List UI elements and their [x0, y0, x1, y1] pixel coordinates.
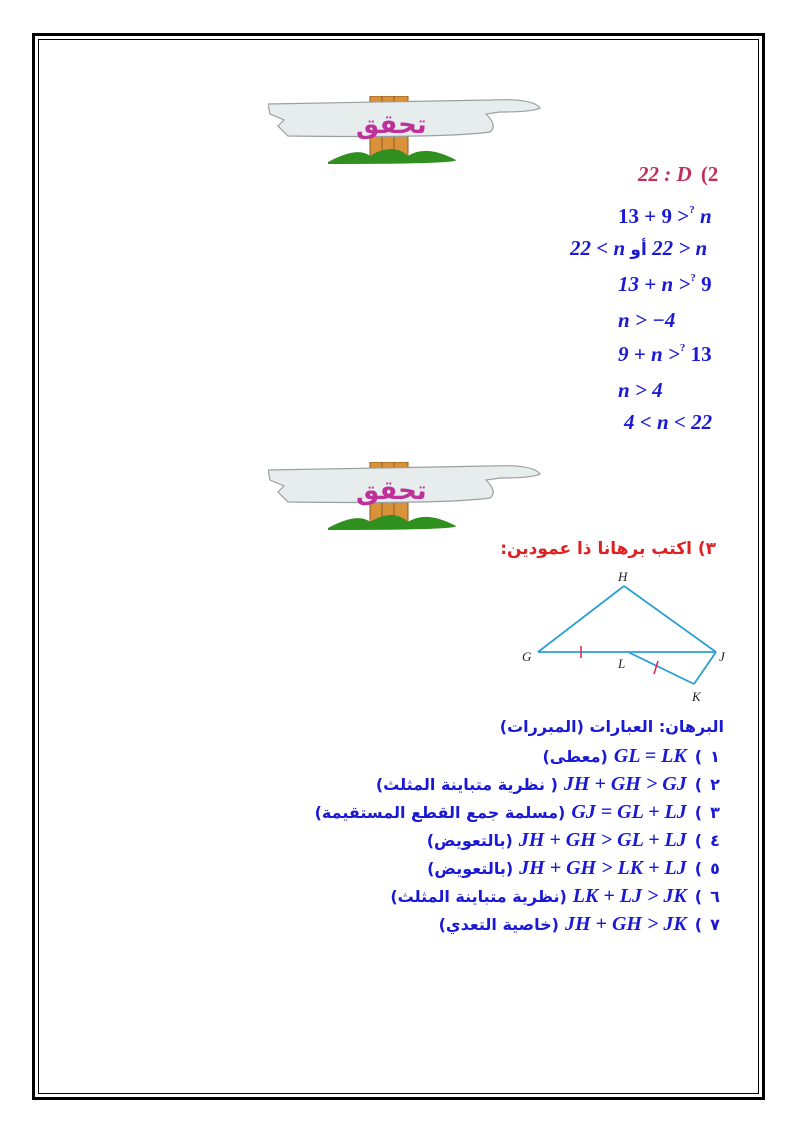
two-column-proof	[204, 712, 724, 938]
math-text: 9	[701, 272, 712, 296]
step-number: ٢	[710, 775, 720, 794]
check-sign	[268, 462, 543, 532]
or-word: أو	[630, 240, 647, 260]
proof-reason: ( نظرية متباينة المثلث)	[375, 775, 558, 794]
inequality-line	[618, 272, 712, 297]
check-sign-label: تحقق	[356, 110, 427, 140]
proof-step	[204, 854, 724, 882]
step-number: ٦	[710, 887, 720, 906]
vertex-label-K: K	[692, 689, 701, 704]
vertex-label-L: L	[618, 656, 626, 671]
step-number: ٥	[710, 859, 720, 878]
math-text: 22 < n	[570, 236, 626, 260]
congruence-tick	[654, 661, 658, 674]
vertex-label-H: H	[618, 570, 628, 584]
inequality-line	[618, 204, 712, 229]
triangle-figure	[510, 570, 735, 714]
step-paren: )	[694, 803, 702, 822]
inequality-line	[618, 342, 712, 367]
proof-statement: JH + GH > LK + LJ	[519, 857, 687, 879]
proof-step	[204, 798, 724, 826]
math-text: 13 + n >	[618, 272, 691, 296]
proof-reason: (بالتعويض)	[427, 859, 514, 878]
proof-reason: (نظرية متباينة المثلث)	[390, 887, 567, 906]
math-text: 13	[690, 342, 712, 366]
step-paren: )	[694, 915, 702, 934]
inequality-line: n > −4	[618, 308, 676, 332]
step-paren: )	[694, 887, 702, 906]
step-number: ٧	[710, 915, 720, 934]
problem-2-label: (2	[700, 162, 719, 186]
math-text: n	[699, 204, 712, 228]
math-text: 22 > n	[652, 236, 708, 260]
proof-step	[204, 910, 724, 938]
step-paren: )	[694, 831, 702, 850]
step-paren: )	[694, 747, 702, 766]
proof-title: البرهان: العبارات (المبررات)	[499, 717, 724, 736]
problem-3-heading: ٣) اكتب برهانا ذا عمودين:	[500, 539, 716, 559]
vertex-label-G: G	[522, 649, 532, 664]
question-mark: ?	[690, 272, 696, 284]
proof-statement: GJ = GL + LJ	[571, 801, 687, 823]
proof-reason: (بالتعويض)	[426, 831, 513, 850]
step-paren: )	[694, 775, 702, 794]
check-sign-label: تحقق	[356, 476, 427, 506]
step-number: ٣	[710, 803, 720, 822]
proof-statement: JH + GH > JK	[564, 913, 687, 935]
step-paren: )	[694, 859, 702, 878]
question-mark: ?	[689, 204, 695, 216]
segment-HJ	[624, 586, 716, 652]
proof-statement: LK + LJ > JK	[572, 885, 687, 907]
step-number: ١	[710, 747, 720, 766]
proof-statement: JH + GH > GL + LJ	[518, 829, 687, 851]
proof-step	[204, 770, 724, 798]
check-sign	[268, 96, 543, 166]
proof-reason: (خاصية التعدي)	[438, 915, 559, 934]
proof-reason: (مسلمة جمع القطع المستقيمة)	[314, 803, 566, 822]
math-text: 9 + n >	[618, 342, 680, 366]
inequality-line	[570, 236, 707, 261]
inequality-line: 4 < n < 22	[624, 410, 713, 434]
proof-statement: GL = LK	[613, 745, 687, 767]
proof-step	[204, 826, 724, 854]
question-mark: ?	[679, 342, 686, 354]
segment-KJ	[694, 652, 716, 684]
proof-statement: JH + GH > GJ	[563, 773, 687, 795]
proof-step	[204, 742, 724, 770]
problem-2-answer: 22 : D	[638, 162, 692, 186]
segment-LK	[628, 652, 694, 684]
step-number: ٤	[710, 831, 720, 850]
proof-reason: (معطى)	[542, 747, 608, 766]
segment-GH	[538, 586, 624, 652]
vertex-label-J: J	[719, 649, 725, 664]
inequality-line: n > 4	[618, 378, 663, 402]
problem-2-header	[638, 162, 718, 187]
math-text: 13 + 9 >	[618, 204, 690, 228]
proof-step	[204, 882, 724, 910]
